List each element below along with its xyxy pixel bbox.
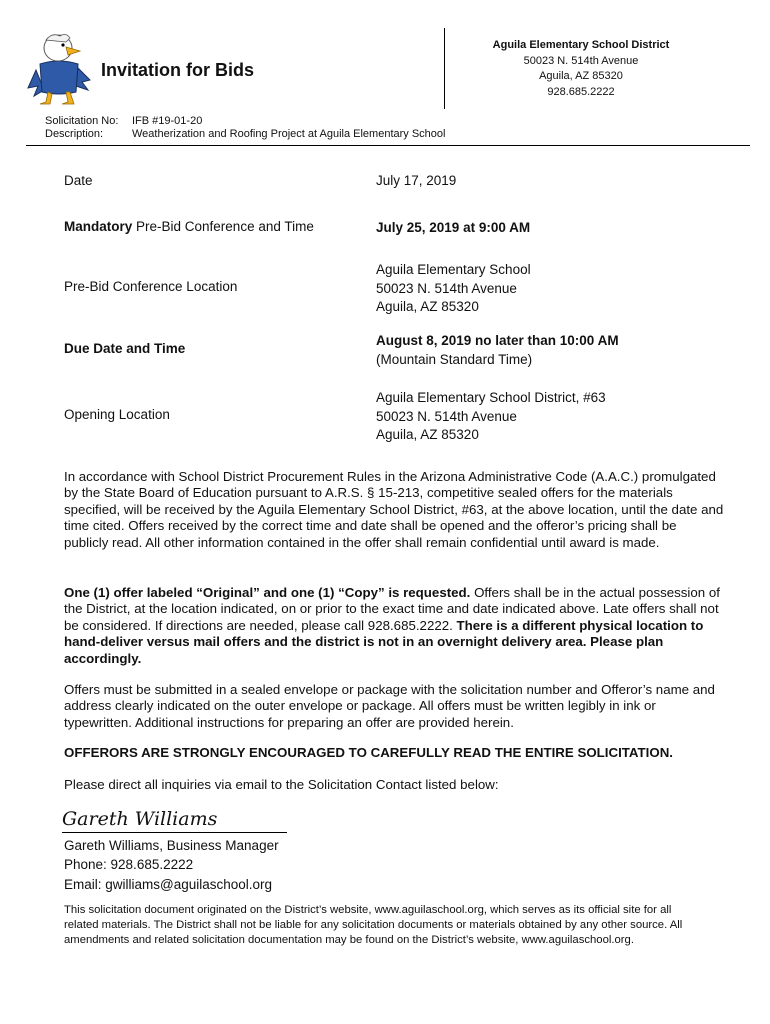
- date-label: Date: [64, 173, 93, 188]
- date-value: July 17, 2019: [376, 173, 457, 188]
- eagle-mascot-logo: [26, 30, 92, 108]
- due-date-label: Due Date and Time: [64, 341, 186, 356]
- opening-line: 50023 N. 514th Avenue: [376, 408, 517, 424]
- opening-line: Aguila Elementary School District, #63: [376, 390, 606, 405]
- mandatory-text: Mandatory: [64, 219, 133, 234]
- location-line: Aguila Elementary School: [376, 262, 531, 277]
- signature: Gareth Williams: [62, 808, 287, 833]
- solicitation-number-label: Solicitation No:: [45, 115, 119, 127]
- due-date-timezone: (Mountain Standard Time): [376, 351, 533, 367]
- offer-copies-paragraph: [64, 585, 724, 667]
- contact-name-title: Gareth Williams, Business Manager: [64, 838, 279, 853]
- district-name: Aguila Elementary School District: [492, 39, 670, 51]
- submission-paragraph: Offers must be submitted in a sealed envelope or package with the solicitation number and Offeror’s name and address clearly indicated on the outer envelope or package. All offers must be written legibly in ink or typewritten. Additional instructions for preparing an offer are provided herein.: [64, 682, 715, 730]
- conference-label-rest: Pre-Bid Conference and Time: [132, 219, 314, 234]
- district-address: 50023 N. 514th Avenue: [523, 54, 639, 67]
- opening-line: Aguila, AZ 85320: [376, 427, 479, 442]
- delivery-warning-bold: There is a different physical location to hand-deliver versus mail offers and the district is not in an overnight delivery area. Please plan accordingly.: [64, 617, 704, 666]
- location-line: 50023 N. 514th Avenue: [376, 280, 517, 296]
- prebid-location-label: Pre-Bid Conference Location: [64, 279, 238, 294]
- description-value: Weatherization and Roofing Project at Aguila Elementary School: [132, 128, 446, 140]
- read-solicitation-warning: OFFERORS ARE STRONGLY ENCOURAGED TO CAREFULLY READ THE ENTIRE SOLICITATION.: [64, 745, 673, 760]
- page-title: Invitation for Bids: [101, 60, 254, 80]
- due-date-time: August 8, 2019 no later than 10:00 AM: [376, 333, 619, 348]
- footer-note: This solicitation document originated on the District’s website, www.aguilaschool.org, which serves as its official site for all related materials. The District shall not be liable for any solicitation documents or materials obtained by any other source. All amendments and related solicitation documentation may be found on the District’s website, www.aguilaschool.org.: [64, 904, 683, 947]
- district-phone: 928.685.2222: [547, 85, 615, 98]
- offer-copies-text: Offers shall be in the actual possession of the District, at the location indicated, on or prior to the exact time and date indicated above. Late offers shall not be considered. If directions are needed, please call 928.685.2222.: [64, 585, 720, 633]
- district-city: Aguila, AZ 85320: [539, 70, 623, 82]
- contact-phone: Phone: 928.685.2222: [64, 857, 194, 873]
- description-label: Description:: [45, 128, 104, 140]
- header-rule: [26, 145, 750, 146]
- due-date-value: [376, 332, 619, 369]
- inquiries-text: Please direct all inquiries via email to the Solicitation Contact listed below:: [64, 777, 499, 792]
- contact-block: [64, 836, 279, 894]
- opening-location-value: [376, 389, 606, 445]
- header-divider: [444, 28, 445, 109]
- prebid-location-value: [376, 261, 531, 317]
- offer-copies-bold: One (1) offer labeled “Original” and one (1) “Copy” is requested.: [64, 585, 471, 600]
- contact-email: Email: gwilliams@aguilaschool.org: [64, 876, 273, 892]
- prebid-conference-label: [64, 219, 314, 234]
- district-address-block: [450, 38, 712, 100]
- location-line: Aguila, AZ 85320: [376, 299, 479, 314]
- prebid-conference-time: July 25, 2019 at 9:00 AM: [376, 220, 531, 235]
- solicitation-number-value: IFB #19-01-20: [132, 115, 203, 127]
- opening-location-label: Opening Location: [64, 407, 170, 422]
- procurement-paragraph: In accordance with School District Procurement Rules in the Arizona Administrative Code (A.A.C.) promulgated by the State Board of Education pursuant to A.R.S. § 15-213, competitive sealed offers for the materials specified, will be received by the Aguila Elementary School District, #63, at the above location, until the date and time cited. Offers received by the correct time and date shall be opened and the offeror’s pricing shall be publicly read. All other information contained in the offer shall remain confidential until award is made.: [64, 469, 724, 550]
